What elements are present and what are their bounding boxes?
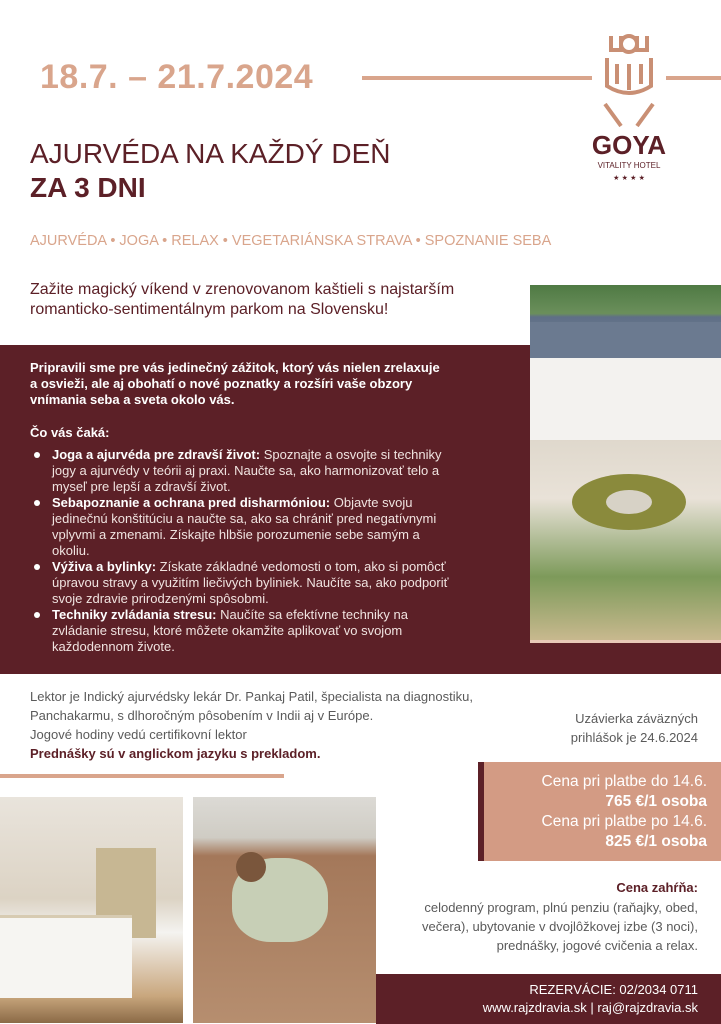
includes-heading: Cena zahŕňa: xyxy=(616,880,698,895)
band-lead: Pripravili sme pre vás jedinečný zážitok, ktorý vás nielen zrelaxuje a osvieži, ale aj obohatí o nové poznatky a rozšíri vaše obzory vnímania seba a sveta okolo vás. xyxy=(30,360,440,407)
goya-logo xyxy=(583,28,675,188)
item-title: Výživa a bylinky: xyxy=(52,559,157,574)
price-value-late: 825 €/1 osoba xyxy=(605,833,707,850)
yoga-head xyxy=(236,852,266,882)
list-item xyxy=(30,495,455,559)
price-label-late: Cena pri platbe po 14.6. xyxy=(541,813,707,830)
goya-emblem-icon xyxy=(583,28,675,188)
lector-info xyxy=(30,687,500,763)
tagline: AJURVÉDA • JOGA • RELAX • VEGETARIÁNSKA STRAVA • SPOZNANIE SEBA xyxy=(30,233,552,249)
reservation-phone[interactable]: REZERVÁCIE: 02/2034 0711 xyxy=(529,982,698,997)
price-label-early: Cena pri platbe do 14.6. xyxy=(541,773,707,790)
bullet-icon xyxy=(34,564,40,570)
item-text: Objavte svoju jedinečnú konštitúciu a naučte sa, ako sa chrániť pred negatívnymi vplyvmi a zmenami. Získajte hlbšie porozumenie sebe samým a okoliu. xyxy=(52,495,437,558)
lector-language: Prednášky sú v anglickom jazyku s prekladom. xyxy=(30,746,321,761)
castle-roof xyxy=(530,322,721,358)
logo-name: GOYA xyxy=(591,130,667,160)
lector-line: Panchakarmu, s dlhoročným pôsobením v Indii aj v Európe. xyxy=(30,708,374,723)
section-rule xyxy=(0,774,284,778)
price-value-early: 765 €/1 osoba xyxy=(605,793,707,810)
includes-text: celodenný program, plnú penziu (raňajky, obed, večera), ubytovanie v dvojlôžkovej izbe (3 noci), prednášky, jogové cvičenia a relax. xyxy=(421,900,698,953)
photo-underline xyxy=(530,640,721,643)
logo-subtitle: VITALITY HOTEL xyxy=(597,161,661,170)
contact-info xyxy=(376,981,698,1017)
intro-text: Zažite magický víkend v zrenovovanom kaštieli s najstarším romanticko-sentimentálnym parkom na Slovensku! xyxy=(30,281,455,318)
program-list xyxy=(30,447,455,655)
item-text: Naučíte sa efektívne techniky na zvládanie stresu, ktoré môžete okamžite aplikovať vo svojom každodennom živote. xyxy=(52,607,408,654)
contact-links[interactable]: www.rajzdravia.sk | raj@rajzdravia.sk xyxy=(482,1000,698,1015)
item-title: Joga a ajurvéda pre zdravší život: xyxy=(52,447,261,462)
item-text: Spoznajte a osvojte si techniky jogy a ajurvédy v teórii aj praxi. Naučte sa, ako harmonizovať telo a myseľ pre lepší a zdravší život. xyxy=(52,447,442,494)
bullet-icon xyxy=(34,452,40,458)
bullet-icon xyxy=(34,500,40,506)
list-item xyxy=(30,607,455,655)
garden-fountain xyxy=(606,490,652,514)
expect-heading: Čo vás čaká: xyxy=(30,425,110,440)
item-title: Techniky zvládania stresu: xyxy=(52,607,217,622)
lector-line: Lektor je Indický ajurvédsky lekár Dr. Pankaj Patil, špecialista na diagnostiku, xyxy=(30,689,473,704)
list-item xyxy=(30,447,455,495)
list-item xyxy=(30,559,455,607)
event-date: 18.7. – 21.7.2024 xyxy=(40,58,314,96)
price-info xyxy=(484,772,707,852)
registration-deadline: Uzávierka záväzných prihlášok je 24.6.2024 xyxy=(570,711,698,745)
logo-stars: ★ ★ ★ ★ xyxy=(613,174,645,182)
bullet-icon xyxy=(34,612,40,618)
lector-line: Jogové hodiny vedú certifikovní lektor xyxy=(30,727,247,742)
item-text: Získate základné vedomosti o tom, ako si pomôcť úpravou stravy a využitím liečivých byliniek. Naučíte sa, ako podporiť svoje zdravie prirodzenými spôsobmi. xyxy=(52,559,449,606)
room-bed xyxy=(0,915,132,998)
page-subtitle: ZA 3 DNI xyxy=(30,172,146,203)
castle-facade xyxy=(530,358,721,440)
page-title: AJURVÉDA NA KAŽDÝ DEŇ xyxy=(30,138,391,169)
item-title: Sebapoznanie a ochrana pred disharmóniou: xyxy=(52,495,331,510)
